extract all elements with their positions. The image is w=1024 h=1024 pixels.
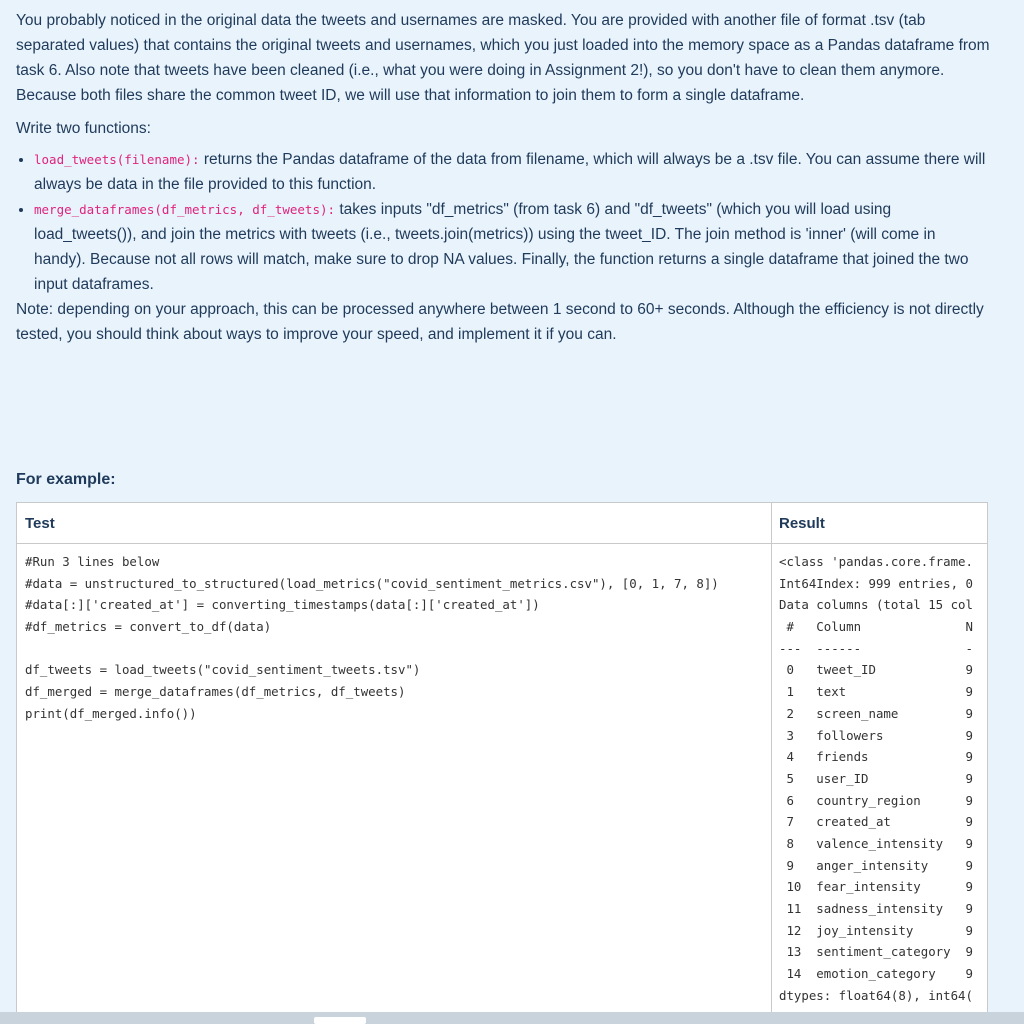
horizontal-scrollbar[interactable] [0,1012,1024,1024]
result-output-line: dtypes: float64(8), int64( [779,987,973,1003]
function-list [16,147,991,297]
header-result: Result [779,515,825,532]
header-test: Test [25,515,55,532]
result-output-line: 1 text 9 [779,684,973,700]
result-output-line: 14 emotion_category 9 [779,966,973,982]
result-output-line: 2 screen_name 9 [779,705,973,721]
intro-paragraph: You probably noticed in the original data the tweets and usernames are masked. You are provided with another file of format .tsv (tab separated values) that contains the original tweets and usernames, which you just loaded into the memory space as a Pandas dataframe from task 6. Also note that tweets have been cleaned (i.e., what you were doing in Assignment 2!), so you don't have to clean them anymore. Because both files share the common tweet ID, we will use that information to join them to form a single dataframe. [16,12,990,104]
test-code-line: df_merged = merge_dataframes(df_metrics, df_tweets) [25,684,406,700]
result-output-line: <class 'pandas.core.frame. [779,554,973,569]
result-output-line: 12 joy_intensity 9 [779,922,973,938]
result-output-line: Data columns (total 15 col [779,597,973,613]
merge-dataframes-code: merge_dataframes(df_metrics, df_tweets): [34,202,336,217]
test-code-line: #Run 3 lines below [25,554,160,569]
test-code-line [25,638,765,660]
test-code-line: #df_metrics = convert_to_df(data) [25,619,272,635]
result-output-line: 4 friends 9 [779,749,973,765]
result-output-line: 10 fear_intensity 9 [779,879,973,895]
test-code-line: #data = unstructured_to_structured(load_metrics("covid_sentiment_metrics.csv"), [0, 1, 7, 8]) [25,575,719,591]
result-output-line: 13 sentiment_category 9 [779,944,973,960]
instruction-paragraph: Write two functions: [16,120,151,137]
example-label: For example: [16,471,116,488]
test-code-line: print(df_merged.info()) [25,705,197,721]
result-output-line: 9 anger_intensity 9 [779,857,973,873]
result-output-line: 5 user_ID 9 [779,770,973,786]
test-code-line: #data[:]['created_at'] = converting_timestamps(data[:]['created_at']) [25,597,540,613]
result-output-cell [779,551,985,1006]
result-output-line: 0 tweet_ID 9 [779,662,973,678]
result-output-line: 6 country_region 9 [779,792,973,808]
result-output-line: 7 created_at 9 [779,814,973,830]
result-output-line: 11 sadness_intensity 9 [779,901,973,916]
result-output-line: Int64Index: 999 entries, 0 [779,575,973,591]
function-item-merge-dataframes [34,197,991,297]
function-item-load-tweets [34,147,991,197]
result-output-line: --- ------ - [779,640,973,656]
result-output-line: 3 followers 9 [779,727,973,743]
note-paragraph: Note: depending on your approach, this can be processed anywhere between 1 second to 60+ seconds. Although the efficiency is not directly tested, you should think about ways to improve your speed, and implement it if you can. [16,301,984,343]
column-divider [771,503,772,1023]
merge-dataframes-text: takes inputs "df_metrics" (from task 6) and "df_tweets" (which you will load using load_tweets()), and join the metrics with tweets (i.e., tweets.join(metrics)) using the tweet_ID. The join method is 'inner' (will come in handy). Because not all rows will match, make sure to drop NA values. Finally, the function returns a single dataframe that joined the two input dataframes. [34,201,969,293]
load-tweets-text: returns the Pandas dataframe of the data from filename, which will always be a .tsv file. You can assume there will always be data in the file provided to this function. [34,151,986,193]
table-header [17,503,987,544]
result-output-line: 8 valence_intensity 9 [779,835,973,851]
scrollbar-thumb[interactable] [314,1017,366,1024]
question-description [16,8,991,347]
load-tweets-code: load_tweets(filename): [34,152,200,167]
example-table [16,502,988,1024]
test-code-cell [25,551,765,725]
result-output-line: # Column N [779,619,973,635]
test-code-line: df_tweets = load_tweets("covid_sentiment_tweets.tsv") [25,662,421,678]
